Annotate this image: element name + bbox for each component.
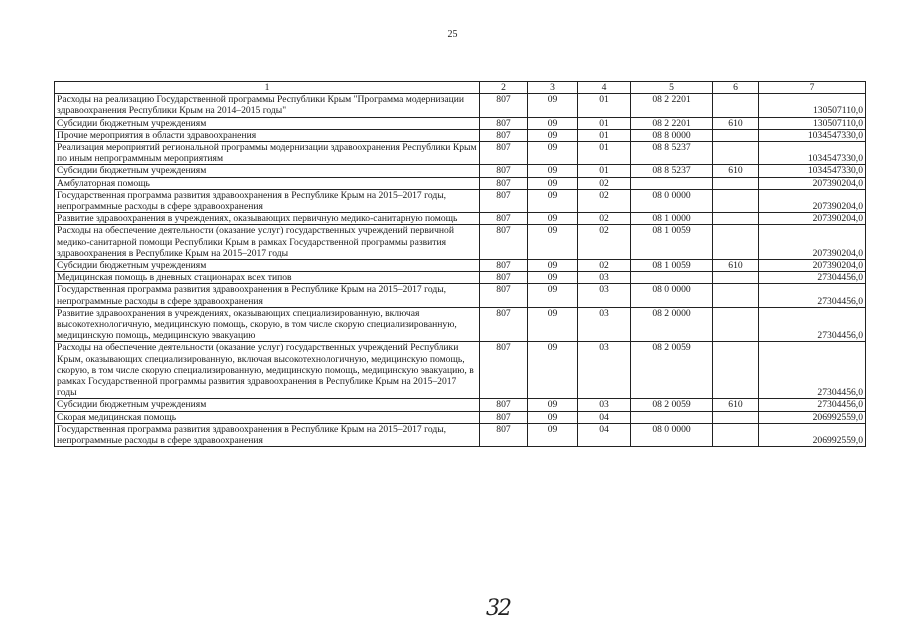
cell-name: Амбулаторная помощь xyxy=(55,177,480,189)
cell-sum: 27304456,0 xyxy=(759,307,866,342)
header-cell-7: 7 xyxy=(759,82,866,94)
cell-rz: 09 xyxy=(528,260,578,272)
cell-sum: 130507110,0 xyxy=(759,117,866,129)
cell-csr xyxy=(631,177,713,189)
cell-sum: 207390204,0 xyxy=(759,213,866,225)
cell-csr: 08 0 0000 xyxy=(631,189,713,212)
cell-pr: 02 xyxy=(578,260,631,272)
cell-sum: 27304456,0 xyxy=(759,399,866,411)
cell-rz: 09 xyxy=(528,423,578,446)
cell-rz: 09 xyxy=(528,189,578,212)
table-row xyxy=(55,165,866,177)
table-row xyxy=(55,284,866,307)
cell-pr: 02 xyxy=(578,177,631,189)
cell-sum: 27304456,0 xyxy=(759,272,866,284)
cell-vr xyxy=(713,307,759,342)
cell-pr: 04 xyxy=(578,411,631,423)
table-row xyxy=(55,142,866,165)
cell-name: Прочие мероприятия в области здравоохранения xyxy=(55,129,480,141)
cell-rz: 09 xyxy=(528,165,578,177)
cell-vr xyxy=(713,342,759,399)
header-cell-1: 1 xyxy=(55,82,480,94)
cell-pr: 04 xyxy=(578,423,631,446)
cell-gr: 807 xyxy=(480,284,528,307)
cell-name: Развитие здравоохранения в учреждениях, оказывающих первичную медико-санитарную помощь xyxy=(55,213,480,225)
cell-csr xyxy=(631,411,713,423)
cell-csr xyxy=(631,272,713,284)
cell-pr: 02 xyxy=(578,189,631,212)
cell-sum: 206992559,0 xyxy=(759,423,866,446)
cell-pr: 01 xyxy=(578,129,631,141)
cell-rz: 09 xyxy=(528,213,578,225)
header-cell-2: 2 xyxy=(480,82,528,94)
cell-vr xyxy=(713,189,759,212)
table-row xyxy=(55,423,866,446)
cell-csr: 08 2 0059 xyxy=(631,399,713,411)
handwritten-page-number: 32 xyxy=(486,596,510,621)
cell-vr: 610 xyxy=(713,117,759,129)
cell-rz: 09 xyxy=(528,177,578,189)
cell-gr: 807 xyxy=(480,213,528,225)
cell-rz: 09 xyxy=(528,225,578,260)
cell-csr: 08 2 0059 xyxy=(631,342,713,399)
cell-vr xyxy=(713,284,759,307)
cell-csr: 08 8 5237 xyxy=(631,142,713,165)
cell-csr: 08 2 2201 xyxy=(631,117,713,129)
cell-vr: 610 xyxy=(713,165,759,177)
cell-sum: 130507110,0 xyxy=(759,94,866,117)
table-row xyxy=(55,225,866,260)
cell-csr: 08 0 0000 xyxy=(631,284,713,307)
cell-csr: 08 1 0000 xyxy=(631,213,713,225)
cell-name: Государственная программа развития здравоохранения в Республике Крым на 2015–2017 годы, непрограммные расходы в сфере здравоохранения xyxy=(55,189,480,212)
cell-rz: 09 xyxy=(528,307,578,342)
cell-vr: 610 xyxy=(713,399,759,411)
cell-pr: 01 xyxy=(578,117,631,129)
cell-sum: 207390204,0 xyxy=(759,189,866,212)
table-row xyxy=(55,213,866,225)
table-row xyxy=(55,177,866,189)
cell-name: Субсидии бюджетным учреждениям xyxy=(55,260,480,272)
cell-name: Государственная программа развития здравоохранения в Республике Крым на 2015–2017 годы, непрограммные расходы в сфере здравоохранения xyxy=(55,423,480,446)
table-row xyxy=(55,399,866,411)
cell-gr: 807 xyxy=(480,117,528,129)
header-cell-4: 4 xyxy=(578,82,631,94)
table-row xyxy=(55,260,866,272)
cell-rz: 09 xyxy=(528,399,578,411)
table-header-row xyxy=(55,82,866,94)
cell-vr xyxy=(713,272,759,284)
cell-rz: 09 xyxy=(528,284,578,307)
cell-sum: 1034547330,0 xyxy=(759,165,866,177)
cell-gr: 807 xyxy=(480,189,528,212)
cell-sum: 27304456,0 xyxy=(759,342,866,399)
cell-sum: 207390204,0 xyxy=(759,225,866,260)
cell-gr: 807 xyxy=(480,399,528,411)
page-number: 25 xyxy=(447,29,458,40)
cell-sum: 1034547330,0 xyxy=(759,129,866,141)
cell-name: Реализация мероприятий региональной программы модернизации здравоохранения Республики Крым по иным непрограммным мероприятиям xyxy=(55,142,480,165)
cell-rz: 09 xyxy=(528,129,578,141)
cell-csr: 08 1 0059 xyxy=(631,260,713,272)
cell-gr: 807 xyxy=(480,272,528,284)
cell-csr: 08 0 0000 xyxy=(631,423,713,446)
header-cell-6: 6 xyxy=(713,82,759,94)
cell-pr: 03 xyxy=(578,399,631,411)
cell-rz: 09 xyxy=(528,117,578,129)
cell-vr xyxy=(713,129,759,141)
table-row xyxy=(55,272,866,284)
cell-pr: 01 xyxy=(578,142,631,165)
cell-gr: 807 xyxy=(480,342,528,399)
table-row xyxy=(55,94,866,117)
cell-name: Субсидии бюджетным учреждениям xyxy=(55,165,480,177)
cell-gr: 807 xyxy=(480,307,528,342)
header-cell-3: 3 xyxy=(528,82,578,94)
cell-pr: 02 xyxy=(578,225,631,260)
cell-name: Расходы на реализацию Государственной программы Республики Крым "Программа модернизации здравоохранения Республики Крым на 2014–2015 годы" xyxy=(55,94,480,117)
cell-rz: 09 xyxy=(528,142,578,165)
table-row xyxy=(55,129,866,141)
cell-vr xyxy=(713,177,759,189)
cell-csr: 08 2 2201 xyxy=(631,94,713,117)
cell-sum: 207390204,0 xyxy=(759,260,866,272)
cell-name: Развитие здравоохранения в учреждениях, оказывающих специализированную, включая высокотехнологичную, медицинскую помощь, скорую, в том числе скорую специализированную, медицинскую помощь, медицинскую эвакуацию xyxy=(55,307,480,342)
cell-gr: 807 xyxy=(480,411,528,423)
cell-gr: 807 xyxy=(480,225,528,260)
header-cell-5: 5 xyxy=(631,82,713,94)
cell-pr: 01 xyxy=(578,94,631,117)
cell-gr: 807 xyxy=(480,260,528,272)
table-row xyxy=(55,342,866,399)
cell-gr: 807 xyxy=(480,423,528,446)
cell-rz: 09 xyxy=(528,411,578,423)
cell-gr: 807 xyxy=(480,94,528,117)
cell-pr: 03 xyxy=(578,342,631,399)
cell-sum: 1034547330,0 xyxy=(759,142,866,165)
budget-table xyxy=(54,81,866,447)
cell-gr: 807 xyxy=(480,142,528,165)
cell-csr: 08 8 5237 xyxy=(631,165,713,177)
cell-gr: 807 xyxy=(480,129,528,141)
cell-gr: 807 xyxy=(480,165,528,177)
cell-pr: 03 xyxy=(578,272,631,284)
cell-name: Субсидии бюджетным учреждениям xyxy=(55,399,480,411)
cell-sum: 207390204,0 xyxy=(759,177,866,189)
cell-pr: 01 xyxy=(578,165,631,177)
cell-rz: 09 xyxy=(528,94,578,117)
cell-csr: 08 2 0000 xyxy=(631,307,713,342)
cell-pr: 02 xyxy=(578,213,631,225)
cell-gr: 807 xyxy=(480,177,528,189)
cell-vr xyxy=(713,94,759,117)
cell-vr xyxy=(713,225,759,260)
cell-name: Расходы на обеспечение деятельности (оказание услуг) государственных учреждений Республики Крым, оказывающих специализированную, включая высокотехнологичную, медицинскую помощь, скорую, в том числе скорую специализированную, медицинскую помощь, медицинскую эвакуацию, в рамках Государственной программы развития здравоохранения в Республике Крым на 2015–2017 годы xyxy=(55,342,480,399)
cell-sum: 206992559,0 xyxy=(759,411,866,423)
cell-vr: 610 xyxy=(713,260,759,272)
cell-rz: 09 xyxy=(528,342,578,399)
cell-name: Субсидии бюджетным учреждениям xyxy=(55,117,480,129)
cell-pr: 03 xyxy=(578,284,631,307)
cell-vr xyxy=(713,423,759,446)
cell-vr xyxy=(713,213,759,225)
cell-vr xyxy=(713,411,759,423)
cell-csr: 08 8 0000 xyxy=(631,129,713,141)
cell-vr xyxy=(713,142,759,165)
table-row xyxy=(55,189,866,212)
cell-name: Скорая медицинская помощь xyxy=(55,411,480,423)
table-row xyxy=(55,411,866,423)
table-row xyxy=(55,117,866,129)
cell-name: Расходы на обеспечение деятельности (оказание услуг) государственных учреждений первичной медико-санитарной помощи Республики Крым в рамках Государственной программы развития здравоохранения в Республике Крым на 2015–2017 годы xyxy=(55,225,480,260)
cell-csr: 08 1 0059 xyxy=(631,225,713,260)
cell-name: Государственная программа развития здравоохранения в Республике Крым на 2015–2017 годы, непрограммные расходы в сфере здравоохранения xyxy=(55,284,480,307)
cell-rz: 09 xyxy=(528,272,578,284)
cell-pr: 03 xyxy=(578,307,631,342)
table-row xyxy=(55,307,866,342)
cell-name: Медицинская помощь в дневных стационарах всех типов xyxy=(55,272,480,284)
cell-sum: 27304456,0 xyxy=(759,284,866,307)
